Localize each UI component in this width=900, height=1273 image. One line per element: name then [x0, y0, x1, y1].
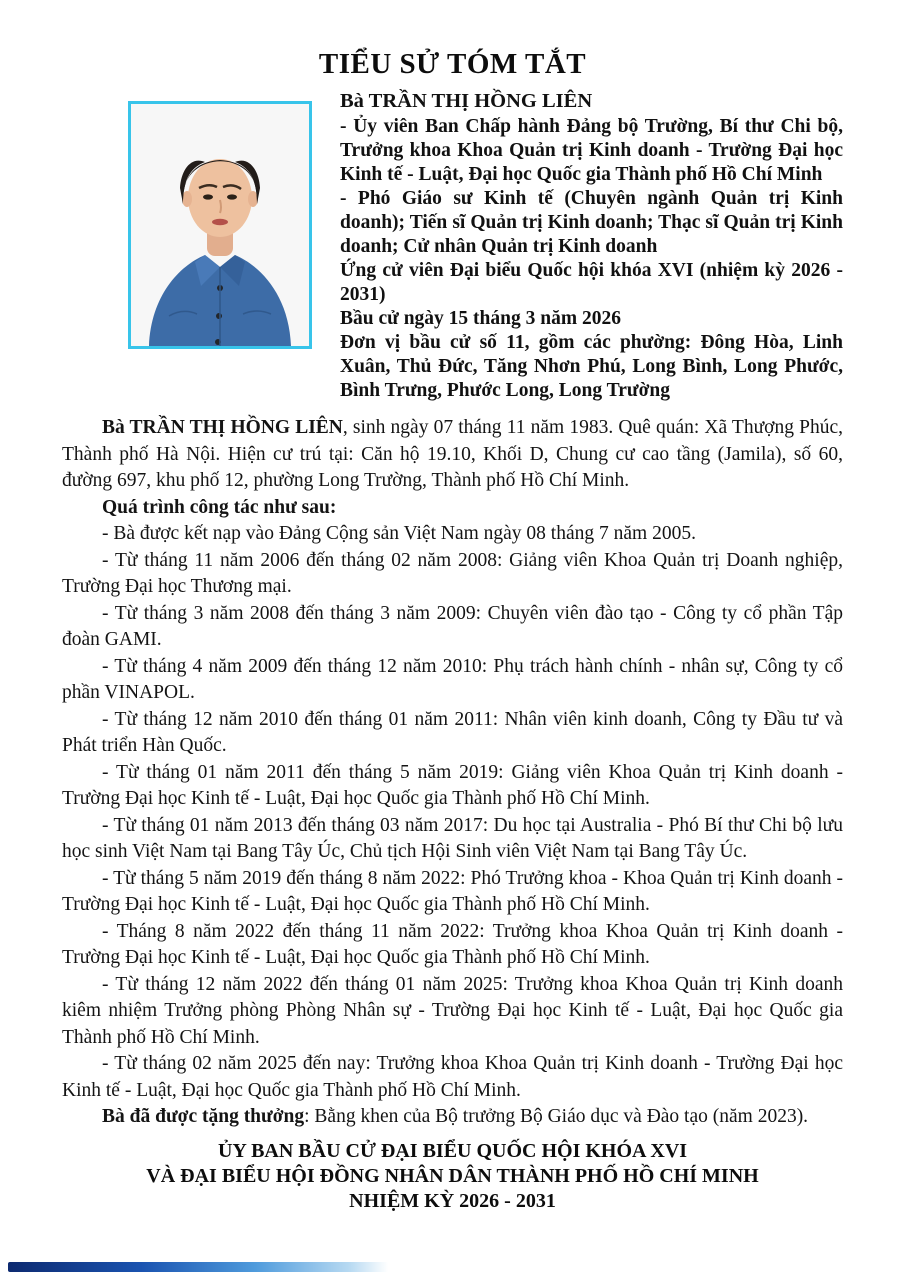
header-info: [340, 87, 843, 403]
bio-rest: , sinh ngày 07 tháng 11 năm 1983. Quê quán: Xã Thượng Phúc, Thành phố Hà Nội. Hiện cư trú tại: Căn hộ 19.10, Khối D, Chung cư cao tầng (Jamila), số 60, đường 697, khu phố 12, phường Long Trường, Thành phố Hồ Chí Minh.: [62, 417, 843, 491]
career-item: - Từ tháng 02 năm 2025 đến nay: Trưởng khoa Khoa Quản trị Kinh doanh - Trường Đại học Kinh tế - Luật, Đại học Quốc gia Thành phố Hồ Chí Minh.: [62, 1053, 843, 1101]
candidate-name: Bà TRẦN THỊ HỒNG LIÊN: [340, 90, 593, 112]
award-rest: : Bằng khen của Bộ trưởng Bộ Giáo dục và Đào tạo (năm 2023).: [304, 1106, 809, 1127]
career-item: - Từ tháng 01 năm 2013 đến tháng 03 năm 2017: Du học tại Australia - Phó Bí thư Chi bộ lưu học sinh Việt Nam tại Bang Tây Úc, Chủ tịch Hội Sinh viên Việt Nam tại Bang Tây Úc.: [62, 814, 843, 862]
position-line-2: - Phó Giáo sư Kinh tế (Chuyên ngành Quản trị Kinh doanh); Tiến sĩ Quản trị Kinh doanh; Thạc sĩ Quản trị Kinh doanh; Cử nhân Quản trị Kinh doanh: [340, 188, 843, 257]
career-item: - Từ tháng 11 năm 2006 đến tháng 02 năm 2008: Giảng viên Khoa Quản trị Doanh nghiệp, Trường Đại học Thương mại.: [62, 549, 843, 597]
election-date-line: Bầu cử ngày 15 tháng 3 năm 2026: [340, 308, 621, 329]
candidacy-line: Ứng cử viên Đại biểu Quốc hội khóa XVI (nhiệm kỳ 2026 - 2031): [340, 260, 843, 305]
body-section: [62, 415, 843, 1131]
footer-line-2: VÀ ĐẠI BIỂU HỘI ĐỒNG NHÂN DÂN THÀNH PHỐ HỒ CHÍ MINH: [146, 1164, 759, 1187]
career-heading: Quá trình công tác như sau:: [102, 496, 337, 518]
career-item: - Từ tháng 4 năm 2009 đến tháng 12 năm 2010: Phụ trách hành chính - nhân sự, Công ty cổ phần VINAPOL.: [62, 655, 843, 703]
candidate-photo: [128, 101, 312, 349]
footer-section: [62, 1139, 843, 1214]
video-progress-bar: [8, 1262, 388, 1272]
career-item: - Tháng 8 năm 2022 đến tháng 11 năm 2022: Trưởng khoa Khoa Quản trị Kinh doanh - Trường Đại học Kinh tế - Luật, Đại học Quốc gia Thành phố Hồ Chí Minh.: [62, 920, 843, 968]
career-item: - Từ tháng 12 năm 2022 đến tháng 01 năm 2025: Trưởng khoa Khoa Quản trị Kinh doanh kiêm nhiệm Trưởng phòng Phòng Nhân sự - Trường Đại học Kinh tế - Luật, Đại học Quốc gia Thành phố Hồ Chí Minh.: [62, 973, 843, 1048]
header-section: [62, 87, 843, 403]
portrait-illustration: [131, 104, 309, 346]
election-unit-line: Đơn vị bầu cử số 11, gồm các phường: Đông Hòa, Linh Xuân, Thủ Đức, Tăng Nhơn Phú, Long Bình, Long Phước, Bình Trưng, Phước Long, Long Trường: [340, 332, 843, 401]
award-paragraph: [62, 1104, 843, 1131]
career-item: - Từ tháng 01 năm 2011 đến tháng 5 năm 2019: Giảng viên Khoa Quản trị Kinh doanh - Trường Đại học Kinh tế - Luật, Đại học Quốc gia Thành phố Hồ Chí Minh.: [62, 761, 843, 809]
award-lead: Bà đã được tặng thưởng: [102, 1106, 305, 1127]
footer-line-1: ỦY BAN BẦU CỬ ĐẠI BIỂU QUỐC HỘI KHÓA XVI: [217, 1139, 688, 1162]
position-line-1: - Ủy viên Ban Chấp hành Đảng bộ Trường, Bí thư Chi bộ, Trưởng khoa Khoa Quản trị Kinh doanh - Trường Đại học Kinh tế - Luật, Đại học Quốc gia Thành phố Hồ Chí Minh: [340, 116, 843, 185]
document-title: TIỂU SỬ TÓM TẮT: [318, 48, 587, 80]
career-item: - Từ tháng 3 năm 2008 đến tháng 3 năm 2009: Chuyên viên đào tạo - Công ty cổ phần Tập đoàn GAMI.: [62, 602, 843, 650]
bio-lead: Bà TRẦN THỊ HỒNG LIÊN: [102, 417, 343, 438]
career-item: - Bà được kết nạp vào Đảng Cộng sản Việt Nam ngày 08 tháng 7 năm 2005.: [102, 523, 696, 544]
career-item: - Từ tháng 12 năm 2010 đến tháng 01 năm 2011: Nhân viên kinh doanh, Công ty Đầu tư và Phát triển Hàn Quốc.: [62, 708, 843, 756]
footer-line-3: NHIỆM KỲ 2026 - 2031: [349, 1189, 556, 1212]
bio-paragraph: [62, 415, 843, 495]
career-item: - Từ tháng 5 năm 2019 đến tháng 8 năm 2022: Phó Trưởng khoa - Khoa Quản trị Kinh doanh - Trường Đại học Kinh tế - Luật, Đại học Quốc gia Thành phố Hồ Chí Minh.: [62, 867, 843, 915]
